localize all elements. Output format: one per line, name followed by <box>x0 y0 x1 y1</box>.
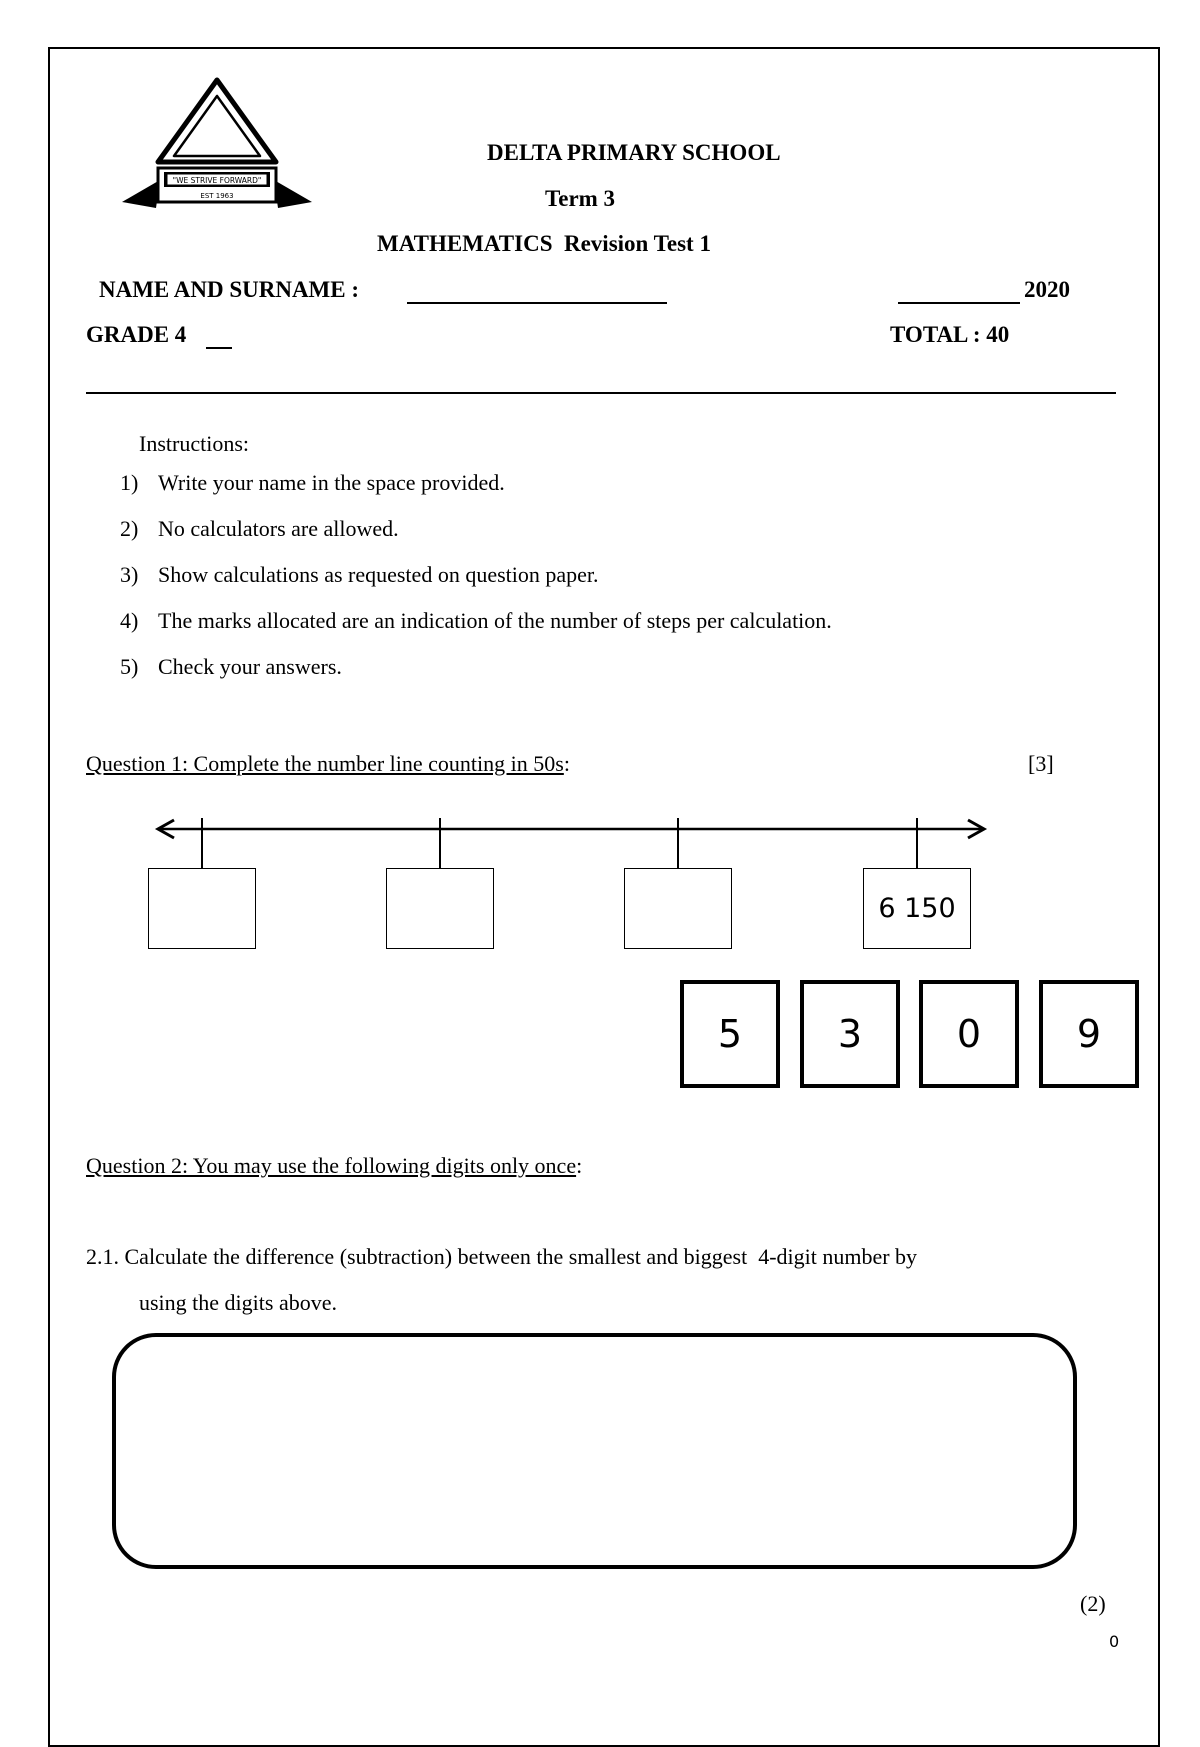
instruction-item: 2) No calculators are allowed. <box>120 516 399 541</box>
answer-box-2-1[interactable] <box>112 1333 1077 1569</box>
instruction-item: 1) Write your name in the space provided. <box>120 470 505 495</box>
digit-card-1: 5 <box>680 980 780 1088</box>
question2-1-text: 2.1. Calculate the difference (subtraction) between the smallest and biggest 4-digit number by <box>86 1244 918 1269</box>
school-name: DELTA PRIMARY SCHOOL <box>487 140 781 165</box>
question2-1-marks: (2) <box>1080 1591 1106 1616</box>
instruction-item: 3) Show calculations as requested on question paper. <box>120 562 599 587</box>
grade-label: GRADE 4 <box>86 322 187 347</box>
number-line-box-4: 6 150 <box>863 868 971 949</box>
question2-title: Question 2: You may use the following digits only once: <box>86 1153 583 1178</box>
instructions-heading: Instructions: <box>139 431 249 456</box>
instruction-item: 5) Check your answers. <box>120 654 342 679</box>
grade-class-line[interactable] <box>206 347 232 349</box>
instruction-item: 4) The marks allocated are an indication of the number of steps per calculation. <box>120 608 832 633</box>
name-input-line[interactable] <box>407 302 667 304</box>
number-line <box>150 812 1000 872</box>
number-line-box-3[interactable] <box>624 868 732 949</box>
number-line-box-2[interactable] <box>386 868 494 949</box>
logo-established: EST 1963 <box>200 192 234 200</box>
digit-card-2: 3 <box>800 980 900 1088</box>
question1-title: Question 1: Complete the number line counting in 50s: <box>86 751 570 776</box>
header-divider <box>86 392 1116 394</box>
page-number: 0 <box>1109 1632 1120 1651</box>
term-label: Term 3 <box>545 186 616 211</box>
date-input-line[interactable] <box>898 302 1020 304</box>
digit-card-4: 9 <box>1039 980 1139 1088</box>
logo-motto: "WE STRIVE FORWARD" <box>172 176 262 185</box>
school-logo <box>122 76 312 224</box>
number-line-box-1[interactable] <box>148 868 256 949</box>
total-label: TOTAL : 40 <box>890 322 1010 347</box>
digit-card-3: 0 <box>919 980 1019 1088</box>
question2-1-text-cont: using the digits above. <box>139 1290 337 1315</box>
year-label: 2020 <box>1024 277 1070 302</box>
name-label: NAME AND SURNAME : <box>99 277 360 302</box>
question1-marks: [3] <box>1028 751 1054 776</box>
instructions-list <box>120 470 832 700</box>
test-title: MATHEMATICS Revision Test 1 <box>377 231 711 256</box>
